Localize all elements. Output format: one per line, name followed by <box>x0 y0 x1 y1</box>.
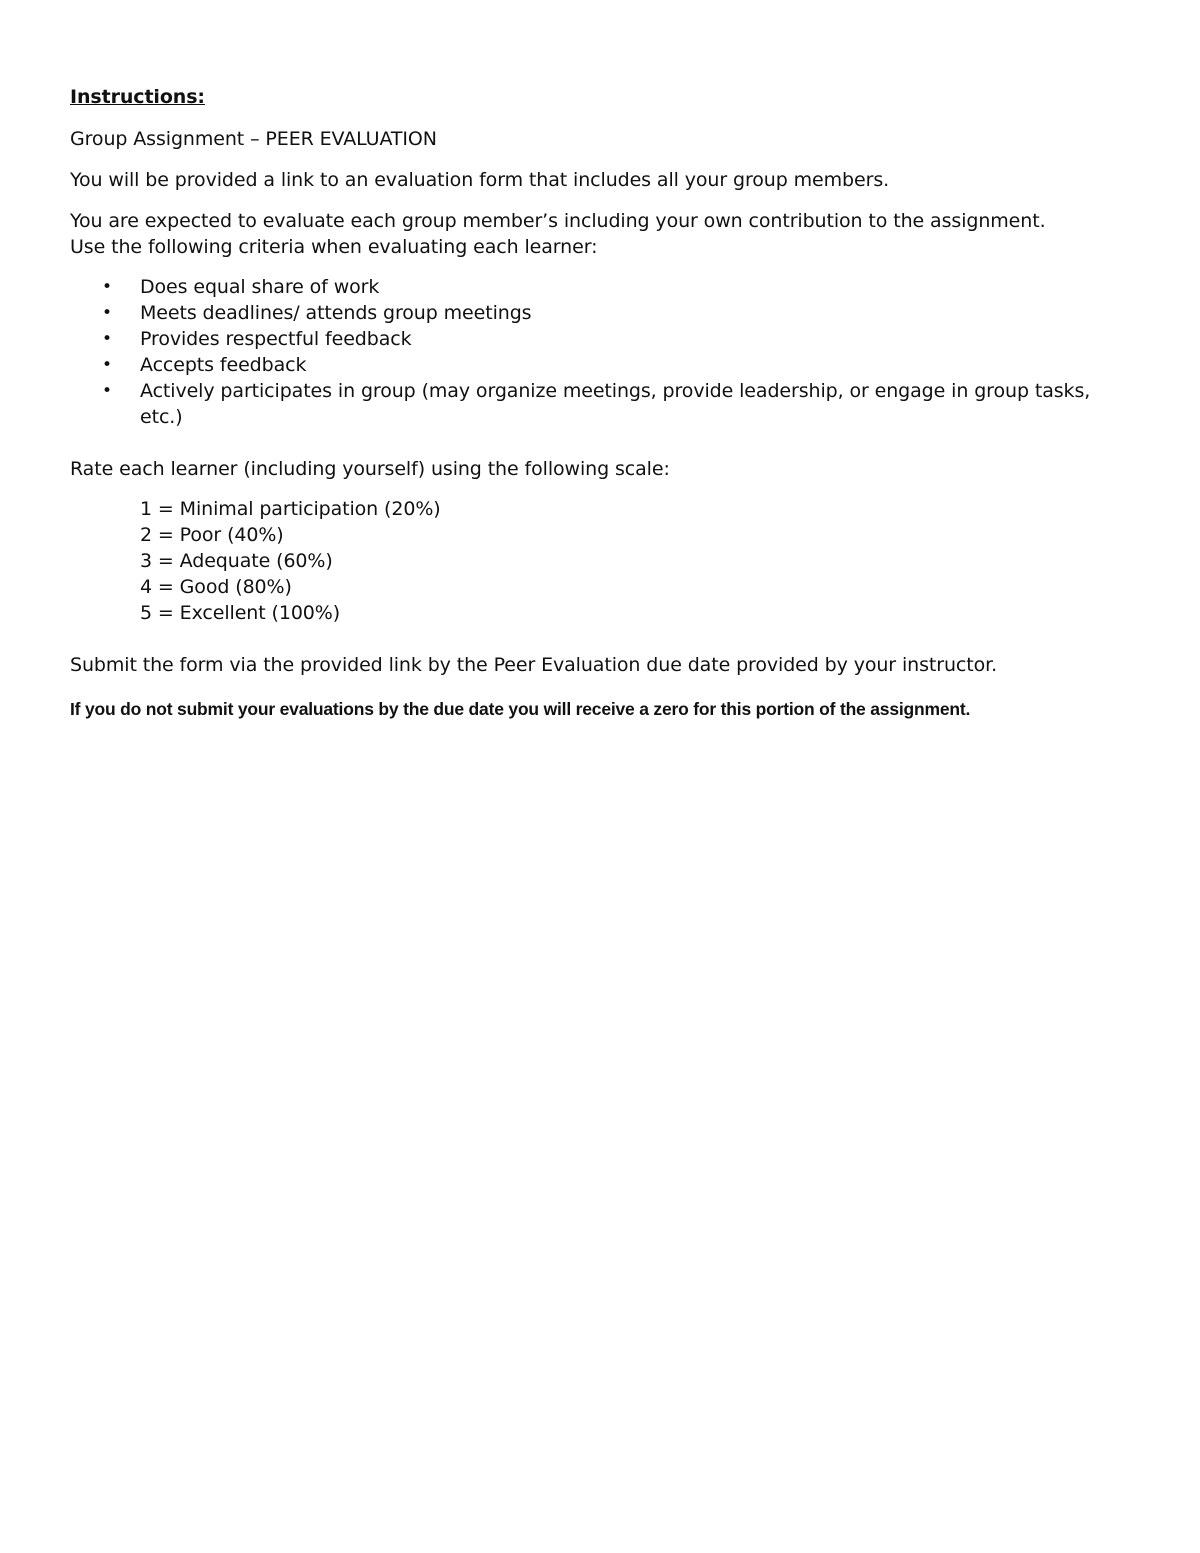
bullet-icon: • <box>102 329 112 349</box>
zero-grade-warning: If you do not submit your evaluations by the due date you will receive a zero for this portion of the assignment. <box>70 699 971 719</box>
scale-item: 1 = Minimal participation (20%) <box>140 498 441 520</box>
expectation-line-1: You are expected to evaluate each group member’s including your own contribution to the assignment. <box>70 210 1046 232</box>
expectation-line-2: Use the following criteria when evaluating each learner: <box>70 236 598 258</box>
criteria-list <box>70 274 1130 430</box>
rating-scale-list <box>70 496 1130 626</box>
intro-paragraph: You will be provided a link to an evaluation form that includes all your group members. <box>70 169 890 191</box>
scale-item: 4 = Good (80%) <box>140 576 292 598</box>
criteria-item <box>70 326 1130 352</box>
criteria-item <box>70 300 1130 326</box>
scale-intro: Rate each learner (including yourself) using the following scale: <box>70 458 670 480</box>
criteria-item-text: Provides respectful feedback <box>140 328 412 350</box>
scale-item: 3 = Adequate (60%) <box>140 550 333 572</box>
document-body <box>70 84 1130 722</box>
assignment-subtitle: Group Assignment – PEER EVALUATION <box>70 128 437 150</box>
scale-item: 5 = Excellent (100%) <box>140 602 341 624</box>
bullet-icon: • <box>102 355 112 375</box>
bullet-icon: • <box>102 381 112 401</box>
bullet-icon: • <box>102 303 112 323</box>
criteria-item <box>70 274 1130 300</box>
instructions-heading: Instructions: <box>70 86 205 108</box>
submit-instructions: Submit the form via the provided link by the Peer Evaluation due date provided by your instructor. <box>70 654 998 676</box>
criteria-item-text: Actively participates in group (may organize meetings, provide leadership, or engage in group tasks, etc.) <box>140 380 1091 428</box>
criteria-item <box>70 352 1130 378</box>
criteria-item-text: Meets deadlines/ attends group meetings <box>140 302 532 324</box>
criteria-item <box>70 378 1130 430</box>
criteria-item-text: Accepts feedback <box>140 354 307 376</box>
bullet-icon: • <box>102 277 112 297</box>
criteria-item-text: Does equal share of work <box>140 276 380 298</box>
scale-item: 2 = Poor (40%) <box>140 524 284 546</box>
